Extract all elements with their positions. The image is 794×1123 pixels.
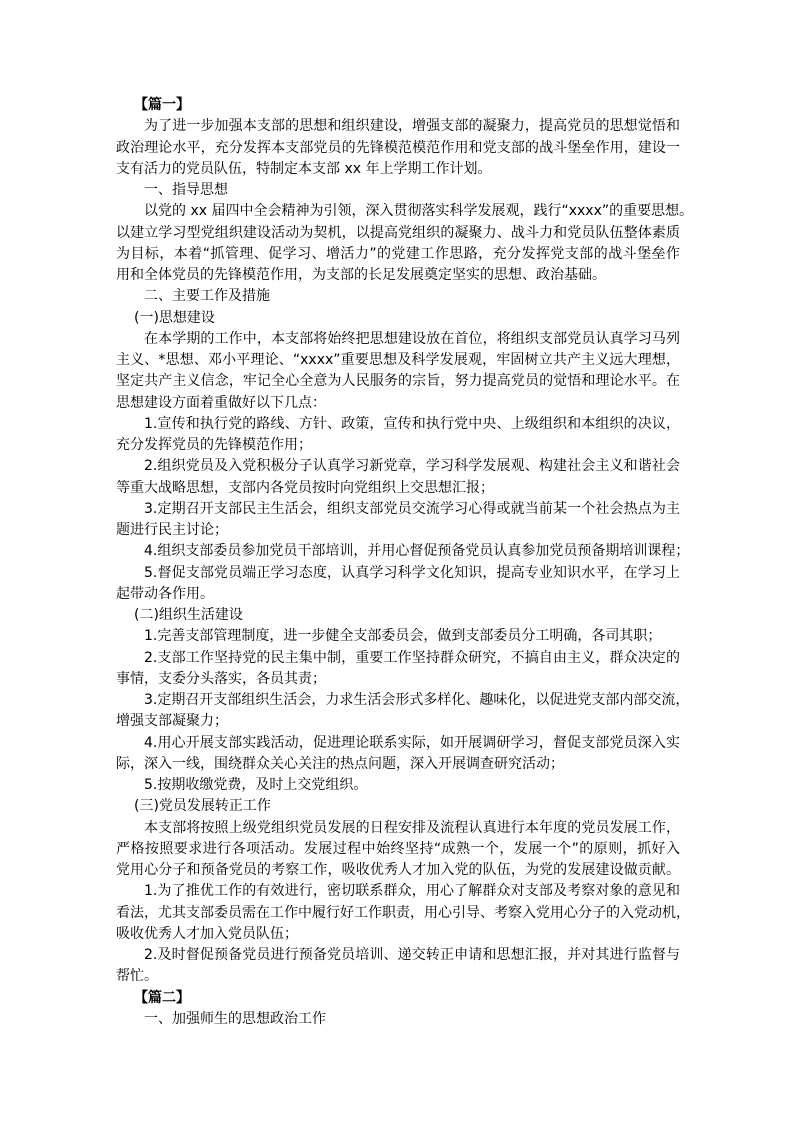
list-item-line: 看法，尤其支部委员需在工作中履行好工作职责，用心引导、考察入党用心分子的入党动机， bbox=[116, 904, 690, 921]
paragraph-line: 支有活力的党员队伍，特制定本支部 xx 年上学期工作计划。 bbox=[116, 160, 492, 177]
subsection-title-member-development: (三)党员发展转正工作 bbox=[134, 798, 271, 815]
list-item-line: 2.及时督促预备党员进行预备党员培训、递交转正申请和思想汇报，并对其进行监督与 bbox=[144, 947, 680, 963]
list-item-line: 4.用心开展支部实践活动，促进理论联系实际，如开展调研学习，督促支部党员深入实 bbox=[144, 734, 680, 751]
list-item-line: 5.按期收缴党费，及时上交党组织。 bbox=[144, 777, 368, 793]
paragraph-line: 为目标，本着“抓管理、促学习、增活力”的党建工作思路，充分发挥党支部的战斗堡垒作 bbox=[116, 245, 680, 262]
list-item-line: 等重大战略思想，支部内各党员按时向党组织上交思想汇报； bbox=[116, 479, 494, 496]
subsection-title-ideological-building: (一)思想建设 bbox=[134, 309, 215, 326]
paragraph-line: 用和全体党员的先锋模范作用，为支部的长足发展奠定坚实的思想、政治基础。 bbox=[116, 267, 606, 283]
paragraph-line: 严格按照要求进行各项活动。发展过程中始终坚持“成熟一个，发展一个”的原则，抓好入 bbox=[116, 840, 680, 857]
section-title-main-work: 二、主要工作及措施 bbox=[144, 288, 270, 305]
list-item-line: 3.定期召开支部组织生活会，力求生活会形式多样化、趣味化，以促进党支部内部交流， bbox=[144, 692, 690, 708]
paragraph-line: 为了进一步加强本支部的思想和组织建设，增强支部的凝聚力，提高党员的思想觉悟和 bbox=[144, 118, 680, 135]
paragraph-line: 主义、*思想、邓小平理论、“xxxx”重要思想及科学发展观，牢固树立共产主义远大理想， bbox=[116, 352, 680, 368]
paragraph-line: 本支部将按照上级党组织党员发展的日程安排及流程认真进行本年度的党员发展工作， bbox=[144, 819, 680, 836]
paragraph-line: 党用心分子和预备党员的考察工作，吸收优秀人才加入党的队伍，为党的发展建设做贡献。 bbox=[116, 862, 680, 878]
section-heading-part-two: 【篇二】 bbox=[134, 989, 190, 1006]
section-title-guiding-ideology: 一、指导思想 bbox=[144, 182, 228, 198]
list-item-line: 1.为了推优工作的有效进行，密切联系群众，用心了解群众对支部及考察对象的意见和 bbox=[144, 883, 680, 900]
list-item-line: 事情，支委分头落实，各员其责； bbox=[116, 670, 326, 687]
list-item-line: 充分发挥党员的先锋模范作用； bbox=[116, 437, 312, 453]
section-title-strengthen-ideological-work: 一、加强师生的思想政治工作 bbox=[144, 1010, 326, 1027]
paragraph-line: 以建立学习型党组织建设活动为契机，以提高党组织的凝聚力、战斗力和党员队伍整体素质 bbox=[116, 224, 680, 241]
paragraph-line: 政治理论水平，充分发挥本支部党员的先锋模范模范作用和党支部的战斗堡垒作用，建设一 bbox=[116, 139, 680, 156]
paragraph-line: 以党的 xx 届四中全会精神为引领，深入贯彻落实科学发展观，践行“xxxx”的重要思想。 bbox=[144, 203, 694, 220]
list-item-line: 帮忙。 bbox=[116, 968, 158, 985]
subsection-title-organizational-life: (二)组织生活建设 bbox=[134, 607, 243, 623]
list-item-line: 4.组织支部委员参加党员干部培训，并用心督促预备党员认真参加党员预备期培训课程； bbox=[144, 543, 690, 560]
list-item-line: 1.宣传和执行党的路线、方针、政策，宣传和执行党中央、上级组织和本组织的决议， bbox=[144, 415, 680, 432]
list-item-line: 吸收优秀人才加入党员队伍； bbox=[116, 925, 298, 942]
list-item-line: 增强支部凝聚力； bbox=[116, 713, 228, 730]
list-item-line: 2.组织党员及入党积极分子认真学习新党章，学习科学发展观、构建社会主义和谐社会 bbox=[144, 458, 680, 475]
paragraph-line: 坚定共产主义信念，牢记全心全意为人民服务的宗旨，努力提高党员的觉悟和理论水平。在 bbox=[116, 373, 680, 390]
list-item-line: 际，深入一线，围绕群众关心关注的热点问题，深入开展调查研究活动； bbox=[116, 755, 564, 772]
section-heading-part-one: 【篇一】 bbox=[134, 97, 190, 113]
list-item-line: 起带动各作用。 bbox=[116, 585, 214, 602]
document-page bbox=[116, 95, 694, 1030]
paragraph-line: 在本学期的工作中，本支部将始终把思想建设放在首位，将组织支部党员认真学习马列 bbox=[144, 330, 680, 347]
list-item-line: 题进行民主讨论； bbox=[116, 522, 228, 538]
list-item-line: 5.督促支部党员端正学习态度，认真学习科学文化知识，提高专业知识水平，在学习上 bbox=[144, 564, 680, 581]
list-item-line: 2.支部工作坚持党的民主集中制，重要工作坚持群众研究，不搞自由主义，群众决定的 bbox=[144, 649, 680, 666]
list-item-line: 3.定期召开支部民主生活会，组织支部党员交流学习心得或就当前某一个社会热点为主 bbox=[144, 500, 680, 517]
list-item-line: 1.完善支部管理制度，进一步健全支部委员会，做到支部委员分工明确，各司其职； bbox=[144, 628, 662, 645]
paragraph-line: 思想建设方面着重做好以下几点： bbox=[116, 394, 326, 411]
